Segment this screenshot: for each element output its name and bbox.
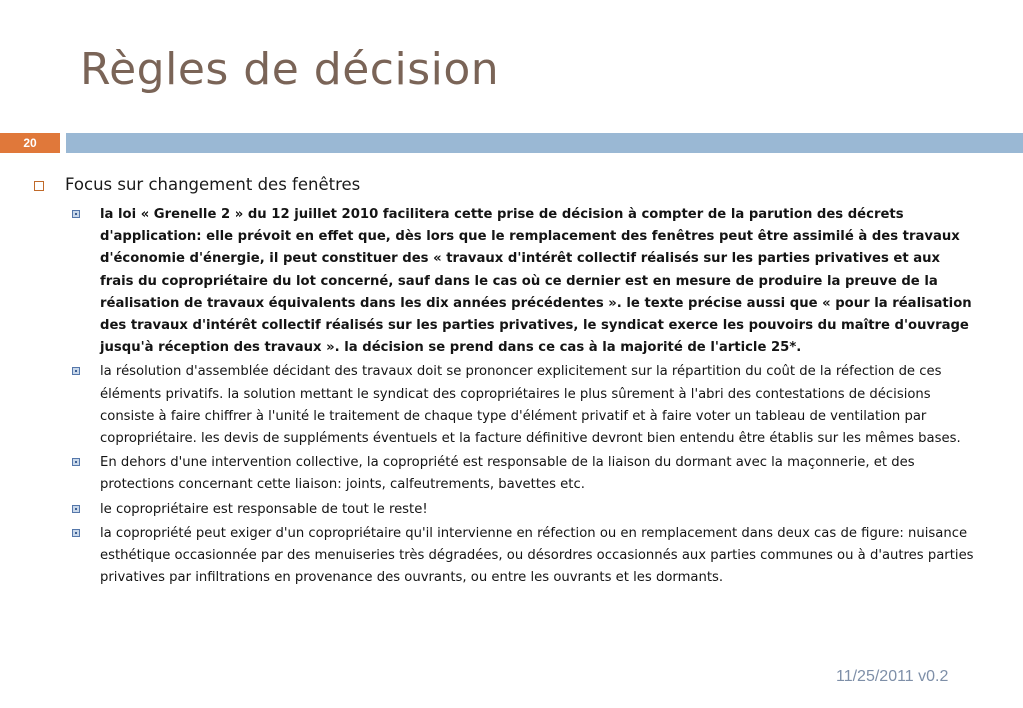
filled-square-icon (72, 210, 80, 218)
sub-bullet-text: la résolution d'assemblée décidant des travaux doit se prononcer explicitement sur la répartition du coût de la réfection de ces éléments privatifs. la solution mettant le syndicat des copropriétaires le plus sûrement à l'abri des contestations de décisions consiste à faire chiffrer à l'unité le traitement de chaque type d'élément privatif et à faire voter un tableau de ventilation par copropriétaire. les devis de suppléments éventuels et la facture définitive devront bien entendu être établis sur les mêmes bases. (100, 364, 961, 447)
sub-bullet-text: En dehors d'une intervention collective, la copropriété est responsable de la liaison du dormant avec la maçonnerie, et des protections concernant cette liaison: joints, calfeutrements, bavettes etc. (100, 455, 915, 493)
sub-bullet-item (72, 361, 977, 450)
filled-square-icon (72, 529, 80, 537)
footer-date: 11/25/2011 v0.2 (836, 668, 949, 685)
sub-bullet-text: la copropriété peut exiger d'un copropriétaire qu'il intervienne en réfection ou en remplacement dans deux cas de figure: nuisance esthétique occasionnée par des menuiseries très dégradées, ou désordres occasionnés aux parties communes ou à d'autres parties privatives par infiltrations en provenance des ouvrants, ou entre les ouvrants et les dormants. (100, 525, 974, 586)
slide-number: 20 (0, 133, 60, 153)
sub-bullet-item (72, 523, 977, 590)
bullet-heading-text: Focus sur changement des fenêtres (65, 175, 361, 194)
filled-square-icon (72, 367, 80, 375)
sub-bullet-list (72, 204, 977, 591)
sub-bullet-item (72, 452, 977, 496)
sub-bullet-item (72, 499, 977, 521)
sub-bullet-text: la loi « Grenelle 2 » du 12 juillet 2010 facilitera cette prise de décision à compter de la parution des décrets d'application: elle prévoit en effet que, dès lors que le remplacement des fenêtres peut être assimilé à des travaux d'économie d'énergie, il peut constituer des « travaux d'intérêt collectif réalisés sur les parties privatives et aux frais du copropriétaire du lot concerné, sauf dans le cas où ce dernier est en mesure de produire la preuve de la réalisation de travaux équivalents dans les dix années précédentes ». le texte précise aussi que « pour la réalisation des travaux d'intérêt collectif réalisés sur les parties privatives, le syndicat exerce les pouvoirs du maître d'ouvrage jusqu'à réception des travaux ». la décision se prend dans ce cas à la majorité de l'article 25*. (100, 207, 972, 356)
filled-square-icon (72, 505, 80, 513)
slide-title: Règles de décision (80, 44, 500, 95)
filled-square-icon (72, 458, 80, 466)
sub-bullet-item (72, 204, 977, 359)
hollow-square-icon (34, 181, 44, 191)
sub-bullet-text: le copropriétaire est responsable de tout le reste! (100, 501, 428, 517)
title-divider-bar (66, 133, 1023, 153)
